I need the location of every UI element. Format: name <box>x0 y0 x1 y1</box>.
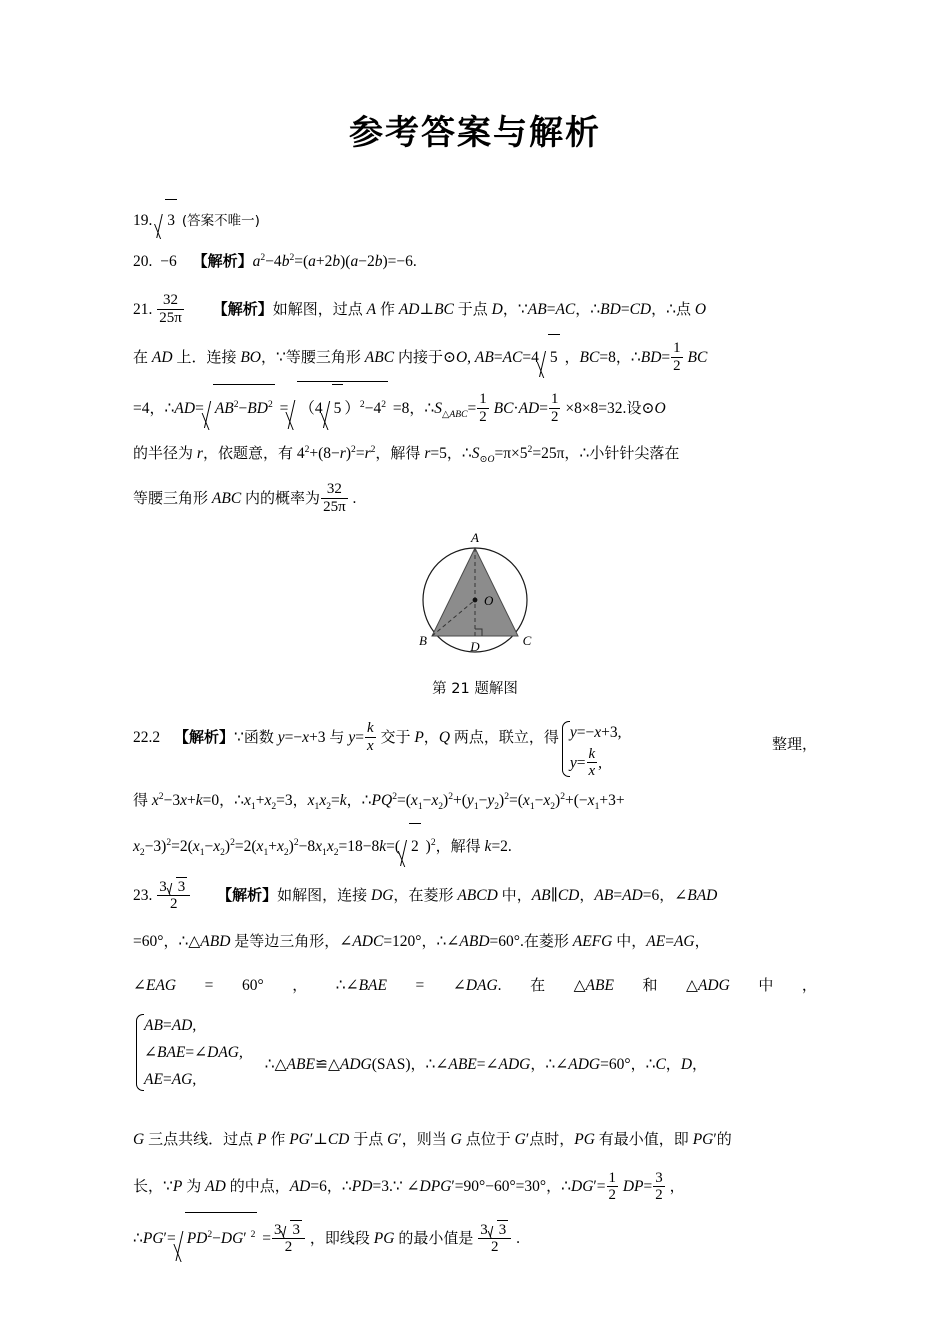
answer-21-verb-1: 作 <box>379 299 395 318</box>
label-d: D <box>470 638 480 654</box>
answer-block-22 <box>133 710 817 869</box>
answer-23-text-6c: 的中点 <box>229 1177 275 1196</box>
system-equations-22 <box>559 719 622 779</box>
k-over-x-fraction-1 <box>365 720 376 753</box>
answer-23-text-5b: 作 <box>270 1130 286 1149</box>
a23-l3-t8: 在 <box>530 976 546 995</box>
center-point-o <box>473 597 478 602</box>
answer-23-comma-3: ， <box>579 886 595 905</box>
system-23-row-3: AE=AG, <box>144 1071 197 1089</box>
answer-21-comma-12: ， <box>564 443 580 462</box>
a23-l3-t2: = <box>204 977 214 995</box>
answer-21-fraction <box>157 292 184 325</box>
answer-23-number: 23. <box>133 887 153 905</box>
system-congruence-23 <box>133 1012 243 1093</box>
answer-22-line-3: $x_2-3)^2=2(x_1-x_2)^2=2(x_1+x_2)^2-8x_1x_2=18-8k=$( 2 )$^2$，解得 k=2. <box>133 822 817 869</box>
answer-22-text-3a: 解得 <box>450 837 481 856</box>
system-23-row-2: ∠BAE=∠DAG, <box>144 1044 243 1062</box>
answer-21-result-fraction <box>321 481 348 514</box>
a23-l3-t5: ∴∠BAE <box>335 977 387 995</box>
half-den-2: 2 <box>479 408 487 425</box>
a23-l3-t4: ， <box>292 976 308 995</box>
sqrt-3-radical-res1 <box>282 1219 302 1238</box>
answer-23-comma-14: ， <box>692 1054 708 1073</box>
answer-21-text-2c: 等腰三角形 <box>285 347 361 366</box>
answer-22-comma-1: ， <box>423 727 439 746</box>
inner-radicand-5: 5 <box>332 384 344 432</box>
radicand-3-a23: 3 <box>177 878 186 895</box>
answer-23-line-6: 长，∵P 为 AD 的中点，AD=6，∴PD=3.∵ ∠DPG′=90°−60°=30°，∴DG′= $\frac{1}{2}$ DP= $\frac{3}{2}$ ， <box>133 1169 685 1203</box>
answer-22-comma-2: ， <box>219 791 235 810</box>
answer-20-line <box>133 241 817 282</box>
answer-23-comma-5: ， <box>163 932 179 951</box>
answer-20-number: 20. <box>133 252 153 270</box>
answer-19-line <box>133 198 817 241</box>
answer-23-text-5e: 点位于 <box>465 1130 511 1149</box>
answer-21-result-num: 32 <box>321 481 348 498</box>
answer-23-comma-17: ， <box>148 1177 164 1196</box>
radicand-pd2-dg2: $PD^2-DG'$ $^2$ <box>185 1212 258 1264</box>
answer-22-text-1e: 整理， <box>771 735 817 754</box>
answer-21-at-1: 于点 <box>457 299 488 318</box>
answer-21-line-4: 的半径为 r，依题意，有 $4^2+(8-r)^2=r^2$，解得 r=5，$\therefore S_{⊙O}=\pi\times 5^2=25\pi$，∴小针针尖落在 <box>133 443 680 465</box>
answer-block-20 <box>133 241 817 282</box>
answer-23-text-1a: 如解图，连接 <box>277 886 368 905</box>
answer-23-comma-21: ， <box>669 1177 685 1196</box>
three-halves-fraction <box>653 1170 664 1203</box>
system-22-row-1: y=−x+3, <box>569 724 622 742</box>
a23-res1-den: 2 <box>284 1238 293 1255</box>
answer-23-text-5d: 则当 <box>416 1130 447 1149</box>
answer-23-comma-16: ， <box>559 1130 575 1149</box>
answer-23-line-2: =60°，∴△ABD 是等边三角形，∠ADC=120°，∴∠ABD=60°.在菱形 AEFG 中，AE=AG， <box>133 932 710 951</box>
answer-21-comma-8: ， <box>409 398 425 417</box>
half-fraction-2 <box>477 391 488 424</box>
answer-21-text-4d: 小针针尖落在 <box>589 443 680 462</box>
answer-23-comma-15: ， <box>401 1130 417 1149</box>
answer-23-text-6a: 长 <box>133 1177 149 1196</box>
answer-23-text-2b: 在菱形 <box>523 932 569 951</box>
sqrt-pd2-dg2-radical <box>177 1211 258 1264</box>
answer-23-fraction <box>157 876 190 912</box>
answer-23-congruence-conclusion: ∴△ABE≌△ADG(SAS)，∴∠ABE=∠ADG，∴∠ADG=60°，∴C，D， <box>264 1054 708 1073</box>
answer-23-line-4 <box>133 1012 817 1093</box>
answer-22-text-1d: 两点，联立，得 <box>453 727 559 746</box>
answer-23-comma-2: ， <box>516 886 532 905</box>
answer-23-comma-12: ， <box>630 1054 646 1073</box>
answer-21-text-5a: 等腰三角形 <box>133 488 209 507</box>
answer-21-line-2: 在 AD 上．连接 BO，∵等腰三角形 ABC 内接于⊙O, AB=AC=4 5 ，BC=8，∴BD= $\frac{1}{2}$ BC <box>133 333 817 380</box>
answer-21-comma-5: ， <box>564 347 580 366</box>
half-num-23: 1 <box>608 1169 616 1186</box>
answer-block-19 <box>133 198 817 241</box>
answer-23-text-2a: 是等边三角形 <box>234 932 325 951</box>
answer-23-comma-18: ， <box>274 1177 290 1196</box>
sqrt-2-radical <box>401 822 421 869</box>
k-num-2: k <box>588 746 596 763</box>
system-22-row-2: y= $\frac{k}{x}$ , <box>569 746 603 780</box>
a23-l3-t11: △ADG <box>686 977 730 995</box>
half-den-1: 2 <box>673 357 681 374</box>
radicand-3-res2: 3 <box>498 1221 507 1238</box>
half-num-2: 1 <box>479 391 487 408</box>
answer-23-comma-9: ， <box>694 932 710 951</box>
answer-23-line-5: G 三点共线．过点 P 作 PG′⊥CD 于点 G′，则当 G 点位于 G′点时，PG 有最小值，即 PG′的 <box>133 1130 732 1149</box>
a23-l3-t3: 60° <box>241 977 264 995</box>
answer-22-line-2: 得 $x^2-3x+k=0$，$\therefore x_1+x_2=3$，$x_1x_2=k$，$\therefore PQ^2=(x_1-x_2)^2+(y_1-y_2)^2=(x_1-x_2)^2+(-x_1+3+$ <box>133 791 625 813</box>
answer-21-comma-9: ， <box>202 443 218 462</box>
answer-23-fraction-denominator: 2 <box>170 895 178 912</box>
answer-23-text-2c: 中 <box>616 932 632 951</box>
a23-l3-t6: = <box>415 977 425 995</box>
a23-l3-t10: 和 <box>642 976 658 995</box>
answer-22-comma-3: ， <box>292 791 308 810</box>
sqrt-ab2-bd2-radical <box>205 383 275 432</box>
sqrt-45-2-radical <box>289 380 388 432</box>
a23-l3-t13: ， <box>801 976 817 995</box>
page-content <box>133 0 817 1264</box>
answer-23-comma-6: ， <box>324 932 340 951</box>
answer-21-comma-11: ， <box>446 443 462 462</box>
answer-21-text-4a: 的半径为 <box>133 443 194 462</box>
answer-21-fraction-numerator: 32 <box>157 292 184 309</box>
answer-21-number: 21. <box>133 300 153 318</box>
answer-21-text-1: 如解图，过点 <box>272 299 363 318</box>
label-o: O <box>484 592 494 608</box>
half-fraction-23 <box>607 1170 618 1203</box>
answer-21-text-2b: 上．连接 <box>176 347 237 366</box>
answer-23-comma-11: ， <box>530 1054 546 1073</box>
answer-23-text-5c: 于点 <box>353 1130 384 1149</box>
answer-23-comma-7: ， <box>421 932 437 951</box>
answer-21-text-2d: 内接于 <box>397 347 443 366</box>
answer-23-result-fraction-2 <box>478 1219 511 1255</box>
answer-23-text-5g: 有最小值，即 <box>598 1130 689 1149</box>
answer-19-number: 19. <box>133 211 153 229</box>
answer-23-fraction-numerator: 3 3 <box>157 876 190 896</box>
radicand-3: 3 <box>165 199 177 241</box>
answer-23-text-5h: 的 <box>716 1130 732 1149</box>
answer-23-comma-10: ， <box>410 1054 426 1073</box>
answer-23-line-1: 23. $\frac{3 3}{2}$ 【解析】如解图，连接 DG，在菱形 ABCD 中，AB∥CD，AB=AD=6，∠BAD <box>133 871 817 920</box>
answer-21-line-3: =4，∴AD= $AB^2-BD^2 = (4$ 5 ）$^2-4^2 =8$，$\therefore S_{\triangle ABC}=$ $\frac{1}{2}$ BC·AD= $\frac{1}{2}$ ×8×8=32.设⊙O <box>133 380 817 432</box>
figure-21-caption: 第 21 题解图 <box>432 680 518 697</box>
answer-23-comma-1: ， <box>393 886 409 905</box>
a23-res2-num: 3 3 <box>478 1219 511 1239</box>
radicand-2: 2 <box>409 823 421 869</box>
a23-l3-t9: △ABE <box>573 977 614 995</box>
answer-23-comma-8: ， <box>631 932 647 951</box>
three-halves-den: 2 <box>655 1186 663 1203</box>
radicand-ab2-bd2: $AB^2-BD^2$ <box>213 384 275 432</box>
answer-23-text-7b: 的最小值是 <box>398 1229 474 1248</box>
answer-22-comma-4: ， <box>346 791 362 810</box>
answer-22-text-1a: 函数 <box>243 727 274 746</box>
a23-l3-t7: ∠DAG. <box>452 977 502 995</box>
half-den-3: 2 <box>551 408 559 425</box>
answer-23-text-5f: 点时 <box>529 1130 560 1149</box>
half-num-3: 1 <box>551 391 559 408</box>
answer-22-lead: 22.2 【解析】∵函数 y=−x+3 与 y= $\frac{k}{x}$ 交于 P，Q 两点，联立，得 y=−x+3, y= $\frac{k}{x}$ , <box>133 720 622 780</box>
answer-22-comma-5: ， <box>435 837 451 856</box>
answer-22-text-1c: 交于 <box>380 727 411 746</box>
answer-22-number: 22. <box>133 728 153 746</box>
answer-20-label: 【解析】 <box>192 251 253 270</box>
answer-23-comma-20: ， <box>546 1177 562 1196</box>
page-title: 参考答案与解析 <box>349 113 601 153</box>
answer-21-text-4c: 解得 <box>390 443 421 462</box>
answer-23-label: 【解析】 <box>217 886 278 905</box>
answer-20-value: −6 <box>160 252 177 270</box>
k-over-x-fraction-2 <box>587 746 598 779</box>
answer-23-result-fraction-1 <box>272 1219 305 1255</box>
answer-23-text-6b: 为 <box>186 1177 202 1196</box>
answer-21-fraction-denominator: 25π <box>159 309 182 326</box>
answer-21-line-1: 21. $\frac{32}{25\pi}$ 【解析】如解图，过点 A 作 AD⊥BC 于点 D，∵AB=AC，∴BD=CD，∴点 O <box>133 292 707 326</box>
sqrt-3-radical-res2 <box>489 1219 509 1238</box>
answer-21-comma-4: ， <box>261 347 277 366</box>
answer-21-comma-1: ， <box>502 299 518 318</box>
a23-res2-den: 2 <box>490 1238 499 1255</box>
answer-21-text-4b: 依题意，有 <box>217 443 293 462</box>
radicand-3-res1: 3 <box>292 1221 300 1238</box>
x-den-2: x <box>588 763 596 780</box>
answer-21-comma-10: ， <box>375 443 391 462</box>
label-b: B <box>419 632 427 648</box>
label-a: A <box>471 529 479 545</box>
answer-23-comma-22: ， <box>309 1229 325 1248</box>
answer-23-text-7a: 即线段 <box>324 1229 370 1248</box>
label-c: C <box>522 632 532 648</box>
answer-20-solution: $a^2-4b^2=(a+2b)(a-2b)=-6$. <box>252 251 417 270</box>
answer-21-comma-6: ， <box>615 347 631 366</box>
answer-21-line-5: 等腰三角形 ABC 内的概率为 $\frac{32}{25\pi}$ . <box>133 481 357 515</box>
half-fraction-3 <box>549 391 560 424</box>
answer-21-comma-3: ， <box>651 299 667 318</box>
figure-21-drawing <box>375 528 575 670</box>
answer-21-text-3: 设 <box>626 398 642 417</box>
answer-22-text-2a: 得 <box>133 791 149 810</box>
three-halves-num: 3 <box>655 1169 663 1186</box>
answer-21-point: 点 <box>676 299 692 318</box>
half-num-1: 1 <box>673 340 681 357</box>
answer-21-text-2a: 在 <box>133 347 149 366</box>
figure-21 <box>133 528 817 698</box>
half-den-23: 2 <box>608 1186 616 1203</box>
k-num-1: k <box>366 720 374 737</box>
x-den-1: x <box>366 737 374 754</box>
radicand-5: 5 <box>548 334 560 380</box>
answer-21-comma-2: ， <box>575 299 591 318</box>
sqrt-5-radical <box>540 333 560 380</box>
answer-block-21 <box>133 286 817 522</box>
answer-22-text-1b: 与 <box>329 727 345 746</box>
answer-21-text-5b: 内的概率为 <box>245 488 321 507</box>
answer-22-label: 【解析】 <box>174 727 235 746</box>
radicand-45-2: （4 5 ）$^2-4^2$ <box>297 381 388 432</box>
system-23-row-1: AB=AD, <box>144 1017 197 1035</box>
a23-l3-t12: 中 <box>758 976 774 995</box>
answer-23-comma-4: ， <box>659 886 675 905</box>
sqrt-3-radical <box>157 198 177 241</box>
answer-22-value: 2 <box>152 728 161 746</box>
inner-sqrt-5-radical <box>324 383 344 432</box>
half-fraction-1 <box>671 340 682 373</box>
answer-21-label: 【解析】 <box>212 299 273 318</box>
answer-23-text-1c: 中 <box>501 886 517 905</box>
a23-res1-num: 3 3 <box>272 1219 305 1239</box>
answer-23-line-3 <box>133 963 817 1008</box>
answer-23-text-1b: 在菱形 <box>408 886 454 905</box>
answer-19-note: (答案不唯一) <box>181 212 260 229</box>
answer-23-comma-13: ， <box>665 1054 681 1073</box>
sqrt-3-radical-a23 <box>168 876 188 895</box>
answer-21-result-den: 25π <box>323 498 346 515</box>
answer-23-comma-19: ， <box>326 1177 342 1196</box>
answer-block-23 <box>133 871 817 1264</box>
answer-23-text-5a: 三点共线．过点 <box>148 1130 254 1149</box>
answer-23-line-7: ∴PG′= $PD^2-DG'$ $^2$ = $\frac{3 3}{2}$ ，即线段 PG 的最小值是 $\frac{3 3}{2}$ . <box>133 1211 817 1264</box>
answer-22-line-1 <box>133 710 817 779</box>
a23-l3-t1: ∠EAG <box>133 977 177 995</box>
answer-21-comma-7: ， <box>149 398 165 417</box>
